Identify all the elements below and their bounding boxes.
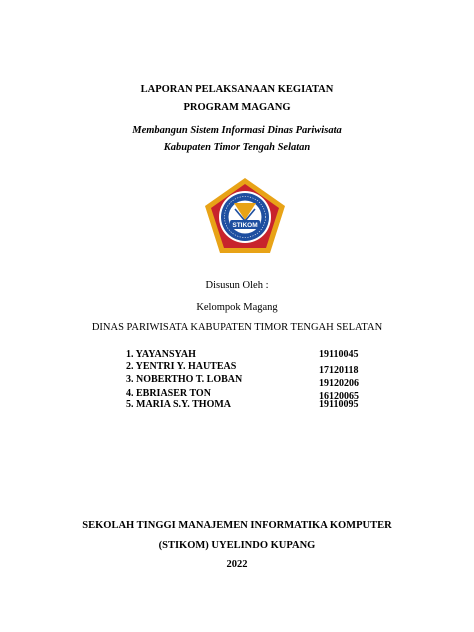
group-name: Kelompok Magang [196, 302, 278, 313]
member-row [0, 399, 474, 412]
member-nim: 16120065 [319, 391, 359, 402]
member-row [0, 374, 474, 387]
report-title: LAPORAN PELAKSANAAN KEGIATAN [140, 84, 334, 95]
report-subtitle-location: Kabupaten Timor Tengah Selatan [163, 142, 311, 153]
report-year: 2022 [226, 559, 248, 570]
program-title: PROGRAM MAGANG [183, 102, 291, 113]
member-nim: 19120206 [319, 378, 359, 389]
report-subtitle: Membangun Sistem Informasi Dinas Pariwisata [132, 125, 342, 136]
logo-center-text: STIKOM [232, 222, 258, 229]
member-row [0, 361, 474, 374]
composed-by-label: Disusun Oleh : [205, 280, 269, 291]
stikom-logo-icon [203, 176, 287, 256]
member-nim: 19110095 [319, 399, 359, 410]
member-name: 5. MARIA S.Y. THOMA [126, 399, 232, 410]
member-name: 4. EBRIASER TON [126, 388, 211, 399]
member-name: 3. NOBERTHO T. LOBAN [126, 374, 243, 385]
institution-line: DINAS PARIWISATA KABUPATEN TIMOR TENGAH SELATAN [91, 322, 383, 333]
member-name: 2. YENTRI Y. HAUTEAS [126, 361, 237, 372]
school-name-short: (STIKOM) UYELINDO KUPANG [158, 540, 316, 551]
member-nim: 19110045 [319, 349, 359, 360]
member-nim: 17120118 [319, 365, 359, 376]
school-name: SEKOLAH TINGGI MANAJEMEN INFORMATIKA KOMPUTER [82, 520, 392, 531]
member-name: 1. YAYANSYAH [126, 349, 196, 360]
